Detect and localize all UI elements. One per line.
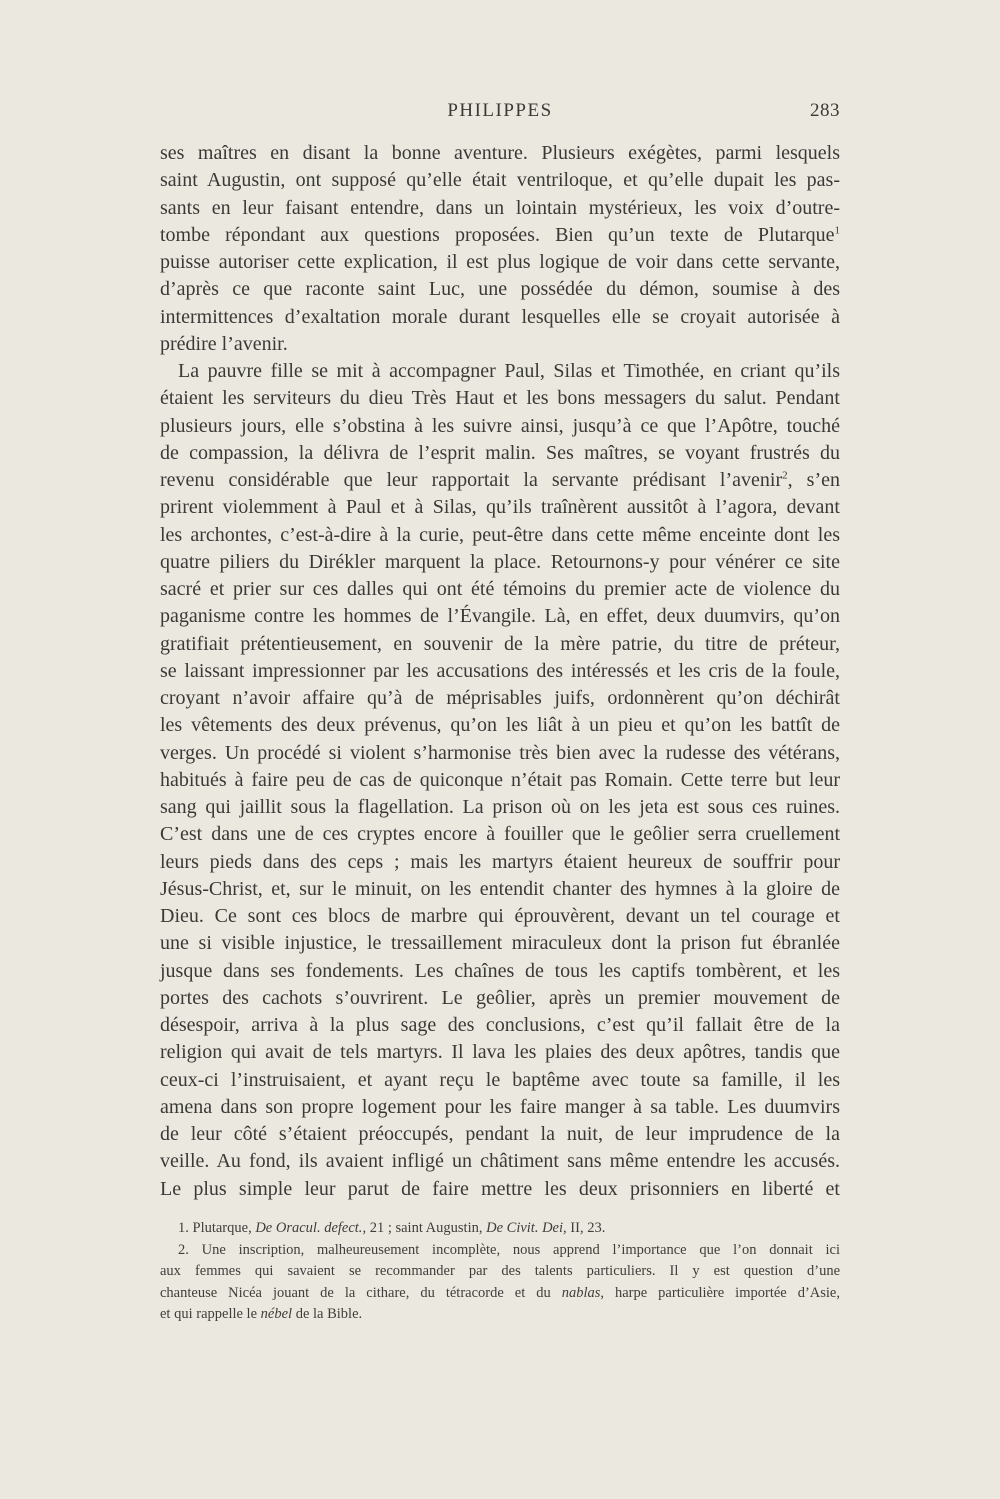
text-line: une si visible injustice, le tressaillement miraculeux dont la prison fut ébranlée — [160, 932, 840, 955]
text-line: les vêtements des deux prévenus, qu’on les liât à un pieu et qu’on les battît de — [160, 714, 840, 737]
text-line: amena dans son propre logement pour les faire manger à sa table. Les duumvirs — [160, 1095, 840, 1118]
text-line: croyant n’avoir affaire qu’à de méprisables juifs, ordonnèrent qu’on déchirât — [160, 687, 840, 709]
footnote-title: De Oracul. defect. — [255, 1220, 363, 1236]
body-text — [160, 140, 840, 1203]
text-line-content: revenu considérable que leur rapportait la servante prédisant l’avenir — [160, 469, 783, 491]
text-line: Jésus-Christ, et, sur le minuit, on les entendit chanter des hymnes à la gloire de — [160, 877, 840, 900]
text-line — [160, 222, 840, 249]
text-line: paganisme contre les hommes de l’Évangile. Là, en effet, deux duumvirs, qu’on — [160, 605, 840, 628]
text-line: désespoir, arriva à la plus sage des conclusions, c’est qu’il fallait être de la — [160, 1014, 840, 1036]
footnote-2-line: aux femmes qui savaient se recommander par des talents particuliers. Il y est question d’une — [160, 1263, 840, 1279]
text-line: Dieu. Ce sont ces blocs de marbre qui éprouvèrent, devant un tel courage et — [160, 905, 840, 927]
text-line: plusieurs jours, elle s’obstina à les suivre ainsi, jusqu’à ce que l’Apôtre, touché — [160, 414, 840, 437]
text-line-content: tombe répondant aux questions proposées. Bien qu’un texte de Plutarque — [160, 223, 835, 246]
text-line: verges. Un procédé si violent s’harmonise très bien avec la rudesse des vétérans, — [160, 741, 840, 764]
text-line: prirent violemment à Paul et à Silas, qu’ils traînèrent aussitôt à l’agora, devant — [160, 496, 840, 519]
footnote-2-line: 2. Une inscription, malheureusement incomplète, nous apprend l’importance que l’on donnait ici — [178, 1241, 840, 1258]
text-line: leurs pieds dans des ceps ; mais les martyrs étaient heureux de souffrir pour — [160, 850, 840, 873]
footnote-2-line — [160, 1304, 840, 1326]
text-line: C’est dans une de ces cryptes encore à fouiller que le geôlier serra cruellement — [160, 823, 840, 846]
footnote-term: nablas — [561, 1284, 601, 1301]
footnote-ref-2: 2 — [782, 469, 788, 482]
text-line: de compassion, la délivra de l’esprit malin. Ses maîtres, se voyant frustrés du — [160, 441, 840, 464]
text-line: sang qui jaillit sous la flagellation. La prison où on les jeta est sous ces ruines. — [160, 796, 840, 818]
footnote-text: de la Bible. — [292, 1306, 363, 1322]
running-head — [160, 100, 840, 130]
footnote-text: chanteuse Nicéa jouant de la cithare, du tétracorde et du — [160, 1284, 562, 1301]
text-line: gratifiait prétentieusement, en souvenir de la mère patrie, du titre de préteur, — [160, 632, 840, 655]
running-title: PHILIPPES — [447, 100, 553, 121]
text-line: Le plus simple leur parut de faire mettre les deux prisonniers en liberté et — [160, 1177, 840, 1200]
footnote-text: , II, 23. — [563, 1220, 606, 1236]
text-line: d’après ce que raconte saint Luc, une possédée du démon, soumise à des — [160, 278, 840, 301]
text-line: veille. Au fond, ils avaient infligé un châtiment sans même entendre les accusés. — [160, 1150, 840, 1173]
text-line: saint Augustin, ont supposé qu’elle était ventriloque, et qu’elle dupait les pas- — [160, 169, 840, 192]
text-line: étaient les serviteurs du dieu Très Haut et les bons messagers du salut. Pendant — [160, 387, 840, 410]
text-line: intermittences d’exaltation morale durant lesquelles elle se croyait autorisée à — [160, 305, 840, 328]
text-line: ses maîtres en disant la bonne aventure. Plusieurs exégètes, parmi lesquels — [160, 142, 840, 164]
footnote-text: , harpe particulière importée d’Asie, — [600, 1284, 840, 1301]
page-number: 283 — [810, 100, 840, 121]
text-line: sants en leur faisant entendre, dans un lointain mystérieux, les voix d’outre- — [160, 196, 840, 219]
text-line: ceux-ci l’instruisaient, et ayant reçu le baptême avec toute sa famille, il les — [160, 1068, 840, 1091]
text-line: de leur côté s’étaient préoccupés, pendant la nuit, de leur imprudence de la — [160, 1123, 840, 1145]
text-line: se laissant impressionner par les accusations des intéressés et les cris de la foule, — [160, 659, 840, 682]
text-line: jusque dans ses fondements. Les chaînes de tous les captifs tombèrent, et les — [160, 959, 840, 982]
text-line: portes des cachots s’ouvrirent. Le geôlier, après un premier mouvement de — [160, 986, 840, 1009]
text-line: puisse autoriser cette explication, il est plus logique de voir dans cette servante, — [160, 251, 840, 273]
footnote-text: , 21 ; saint Augustin, — [362, 1220, 487, 1236]
text-line — [160, 467, 840, 494]
footnote-number: 1. — [178, 1220, 189, 1236]
footnote-text: Plutarque, — [188, 1220, 256, 1236]
text-line: sacré et prier sur ces dalles qui ont été témoins du premier acte de violence du — [160, 578, 840, 600]
text-line: religion qui avait de tels martyrs. Il lava les plaies des deux apôtres, tandis que — [160, 1041, 840, 1064]
text-line: habitués à faire peu de cas de quiconque n’était pas Romain. Cette terre but leur — [160, 768, 840, 791]
footnote-title: De Civit. Dei — [486, 1220, 564, 1236]
footnote-ref-1: 1 — [834, 224, 840, 237]
footnote-text: et qui rappelle le — [160, 1306, 261, 1322]
text-line-tail: , s’en — [787, 469, 840, 491]
text-line: La pauvre fille se mit à accompagner Paul, Silas et Timothée, en criant qu’ils — [178, 360, 840, 382]
text-line: prédire l’avenir. — [160, 332, 288, 355]
footnote-1 — [160, 1218, 840, 1240]
text-line: les archontes, c’est-à-dire à la curie, peut-être dans cette même enceinte dont les — [160, 523, 840, 546]
footnote-2-line — [160, 1283, 840, 1305]
footnote-term: nébel — [260, 1306, 293, 1322]
text-line: quatre piliers du Dirékler marquent la place. Retournons-y pour vénérer ce site — [160, 550, 840, 573]
footnotes — [160, 1218, 840, 1326]
